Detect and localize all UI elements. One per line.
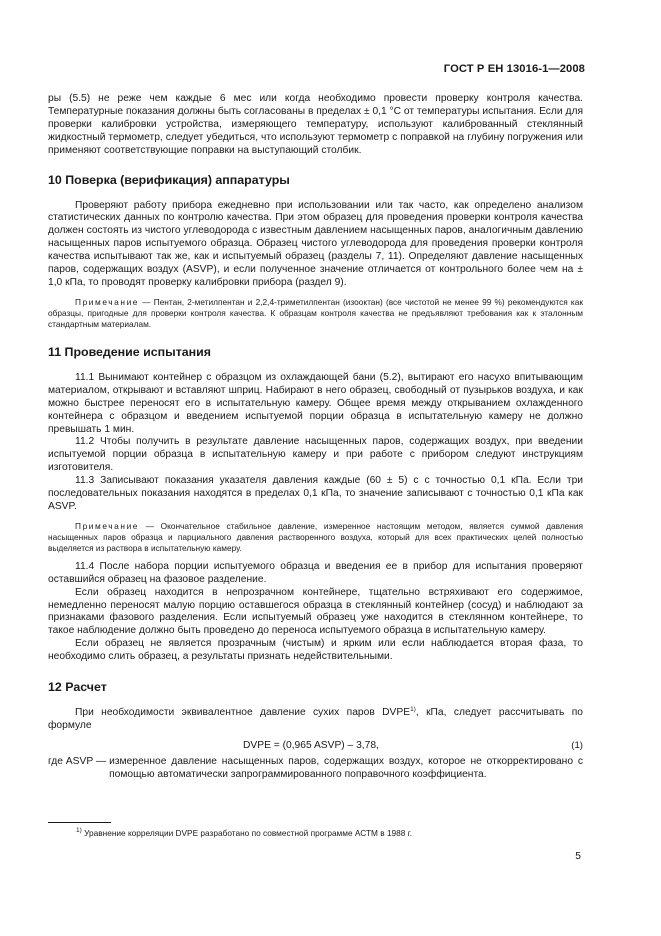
paragraph-text: , кПа, следует рассчитывать по формуле xyxy=(48,707,583,731)
page-number: 5 xyxy=(575,851,581,862)
formula-row xyxy=(48,740,583,754)
footnote-reference: 1) xyxy=(410,706,416,714)
section-10-note xyxy=(48,297,583,330)
formula-explanation xyxy=(48,756,583,782)
clause-11-4-paragraph-3: Если образец не является прозрачным (чистым) и ярким или если наблюдается вторая фаза, то необходимо слить образец, а результаты признать недействительными. xyxy=(48,638,583,663)
clause-11-3: 11.3 Записывают показания указателя давления каждые (60 ± 5) с с точностью 0,1 кПа. Если три последовательных показания находятся в пределах 0,1 кПа, то значение записывают с точностью 0,1 кПа как ASVP. xyxy=(48,475,583,512)
section-11-note xyxy=(48,521,583,554)
footnote xyxy=(76,828,412,838)
clause-11-4: 11.4 После набора порции испытуемого образца и введения ее в прибор для испытания проверяют оставшийся образец на фазовое разделение. xyxy=(48,560,583,585)
clause-11-4-paragraph-2: Если образец находится в непрозрачном контейнере, тщательно встряхивают его содержимое, немедленно переносят малую порцию оставшегося образца в стеклянный контейнер (сосуд) и наблюдают за признаками фазового разделения. Если испытуемый образец уже находится в стеклянном контейнере, то такое наблюдение должно быть проведено до переноса испытуемого образца в испытательную камеру. xyxy=(48,586,583,637)
section-12-heading: 12 Расчет xyxy=(48,680,107,695)
footnote-mark: 1) xyxy=(76,827,82,834)
section-10-paragraph: Проверяют работу прибора ежедневно при использовании или так часто, как определено анализом статистических данных по контролю качества. При этом образец для проведения проверки контроля качества должен состоять из чистого углеводорода с известным давлением насыщенных паров, аналогичным давлению насыщенных паров испытуемого образца. Образец чистого углеводорода для проведения проверки контроля качества испытывают так же, как и испытуемый образец (разделы 7, 11). Определяют давление насыщенных паров, содержащих воздух (ASVP), и если полученное значение отличается от контрольного более чем на ± 1,0 кПа, то проводят проверку калибровки прибора (раздел 9). xyxy=(48,199,583,288)
page-body xyxy=(48,93,583,782)
formula: DVPE = (0,965 ASVP) – 3,78, xyxy=(243,739,379,751)
section-12-paragraph xyxy=(48,707,583,733)
intro-paragraph: ры (5.5) не реже чем каждые 6 мес или когда необходимо провести проверку контроля качества. Температурные показания должны быть согласованы в пределах ± 0,1 °С от температуры испытания. Если для проверки калибровки устройства, измеряющего температуру, используют калиброванный стеклянный жидкостный термометр, следует убедиться, что используют термометр с поправкой на глубину погружения или применяют соответствующие поправки на выступающий столбик. xyxy=(48,93,583,156)
where-term: где ASVP xyxy=(48,755,94,767)
footnote-text: Уравнение корреляции DVPE разработано по совместной программе АСТМ в 1988 г. xyxy=(81,828,413,838)
document-code-header: ГОСТ Р ЕН 13016-1—2008 xyxy=(443,63,585,75)
clause-11-2: 11.2 Чтобы получить в результате давление насыщенных паров, содержащих воздух, при введении испытуемой порции образца в испытательную камеру и при работе с прибором следуют инструкциям изготовителя. xyxy=(48,436,583,474)
footnote-divider xyxy=(48,822,111,823)
where-dash: — xyxy=(93,755,110,767)
note-label: Примечание xyxy=(75,520,140,531)
clause-11-1: 11.1 Вынимают контейнер с образцом из охлаждающей бани (5.2), вытирают его насухо впитывающим материалом, открывают и вставляют шприц. Набирают в него образец, свободный от пузырьков воздуха, и как можно быстрее переносят его в испытательную камеру. Общее время между открыванием охлажденного контейнера с образцом и введением испытуемой порции образца в испытательную камеру не должно превышать 1 мин. xyxy=(48,371,583,435)
section-10-heading: 10 Поверка (верификация) аппаратуры xyxy=(48,172,290,187)
where-definition: измеренное давление насыщенных паров, содержащих воздух, которое не откорректировано с помощью автоматически запрограммированного поправочного коэффициента. xyxy=(109,755,583,780)
section-11-heading: 11 Проведение испытания xyxy=(48,344,211,359)
note-text: — Окончательное стабильное давление, измеренное настоящим методом, является суммой давления насыщенных паров образца и парциального давления растворенного воздуха, который для всех практических целей полностью выделяется из раствора в испытательную камеру. xyxy=(48,520,583,553)
note-label: Примечание xyxy=(75,296,140,307)
equation-number: (1) xyxy=(571,739,583,751)
paragraph-text: При необходимости эквивалентное давление сухих паров DVPE xyxy=(75,707,411,719)
note-text: — Пентан, 2-метилпентан и 2,2,4-триметилпентан (изооктан) (все чистотой не менее 99 %) рекомендуются как образцы, пригодные для проверки контроля качества. К образцам контроля качества не предъявляют требования как к эталонным стандартным материалам. xyxy=(48,296,583,329)
